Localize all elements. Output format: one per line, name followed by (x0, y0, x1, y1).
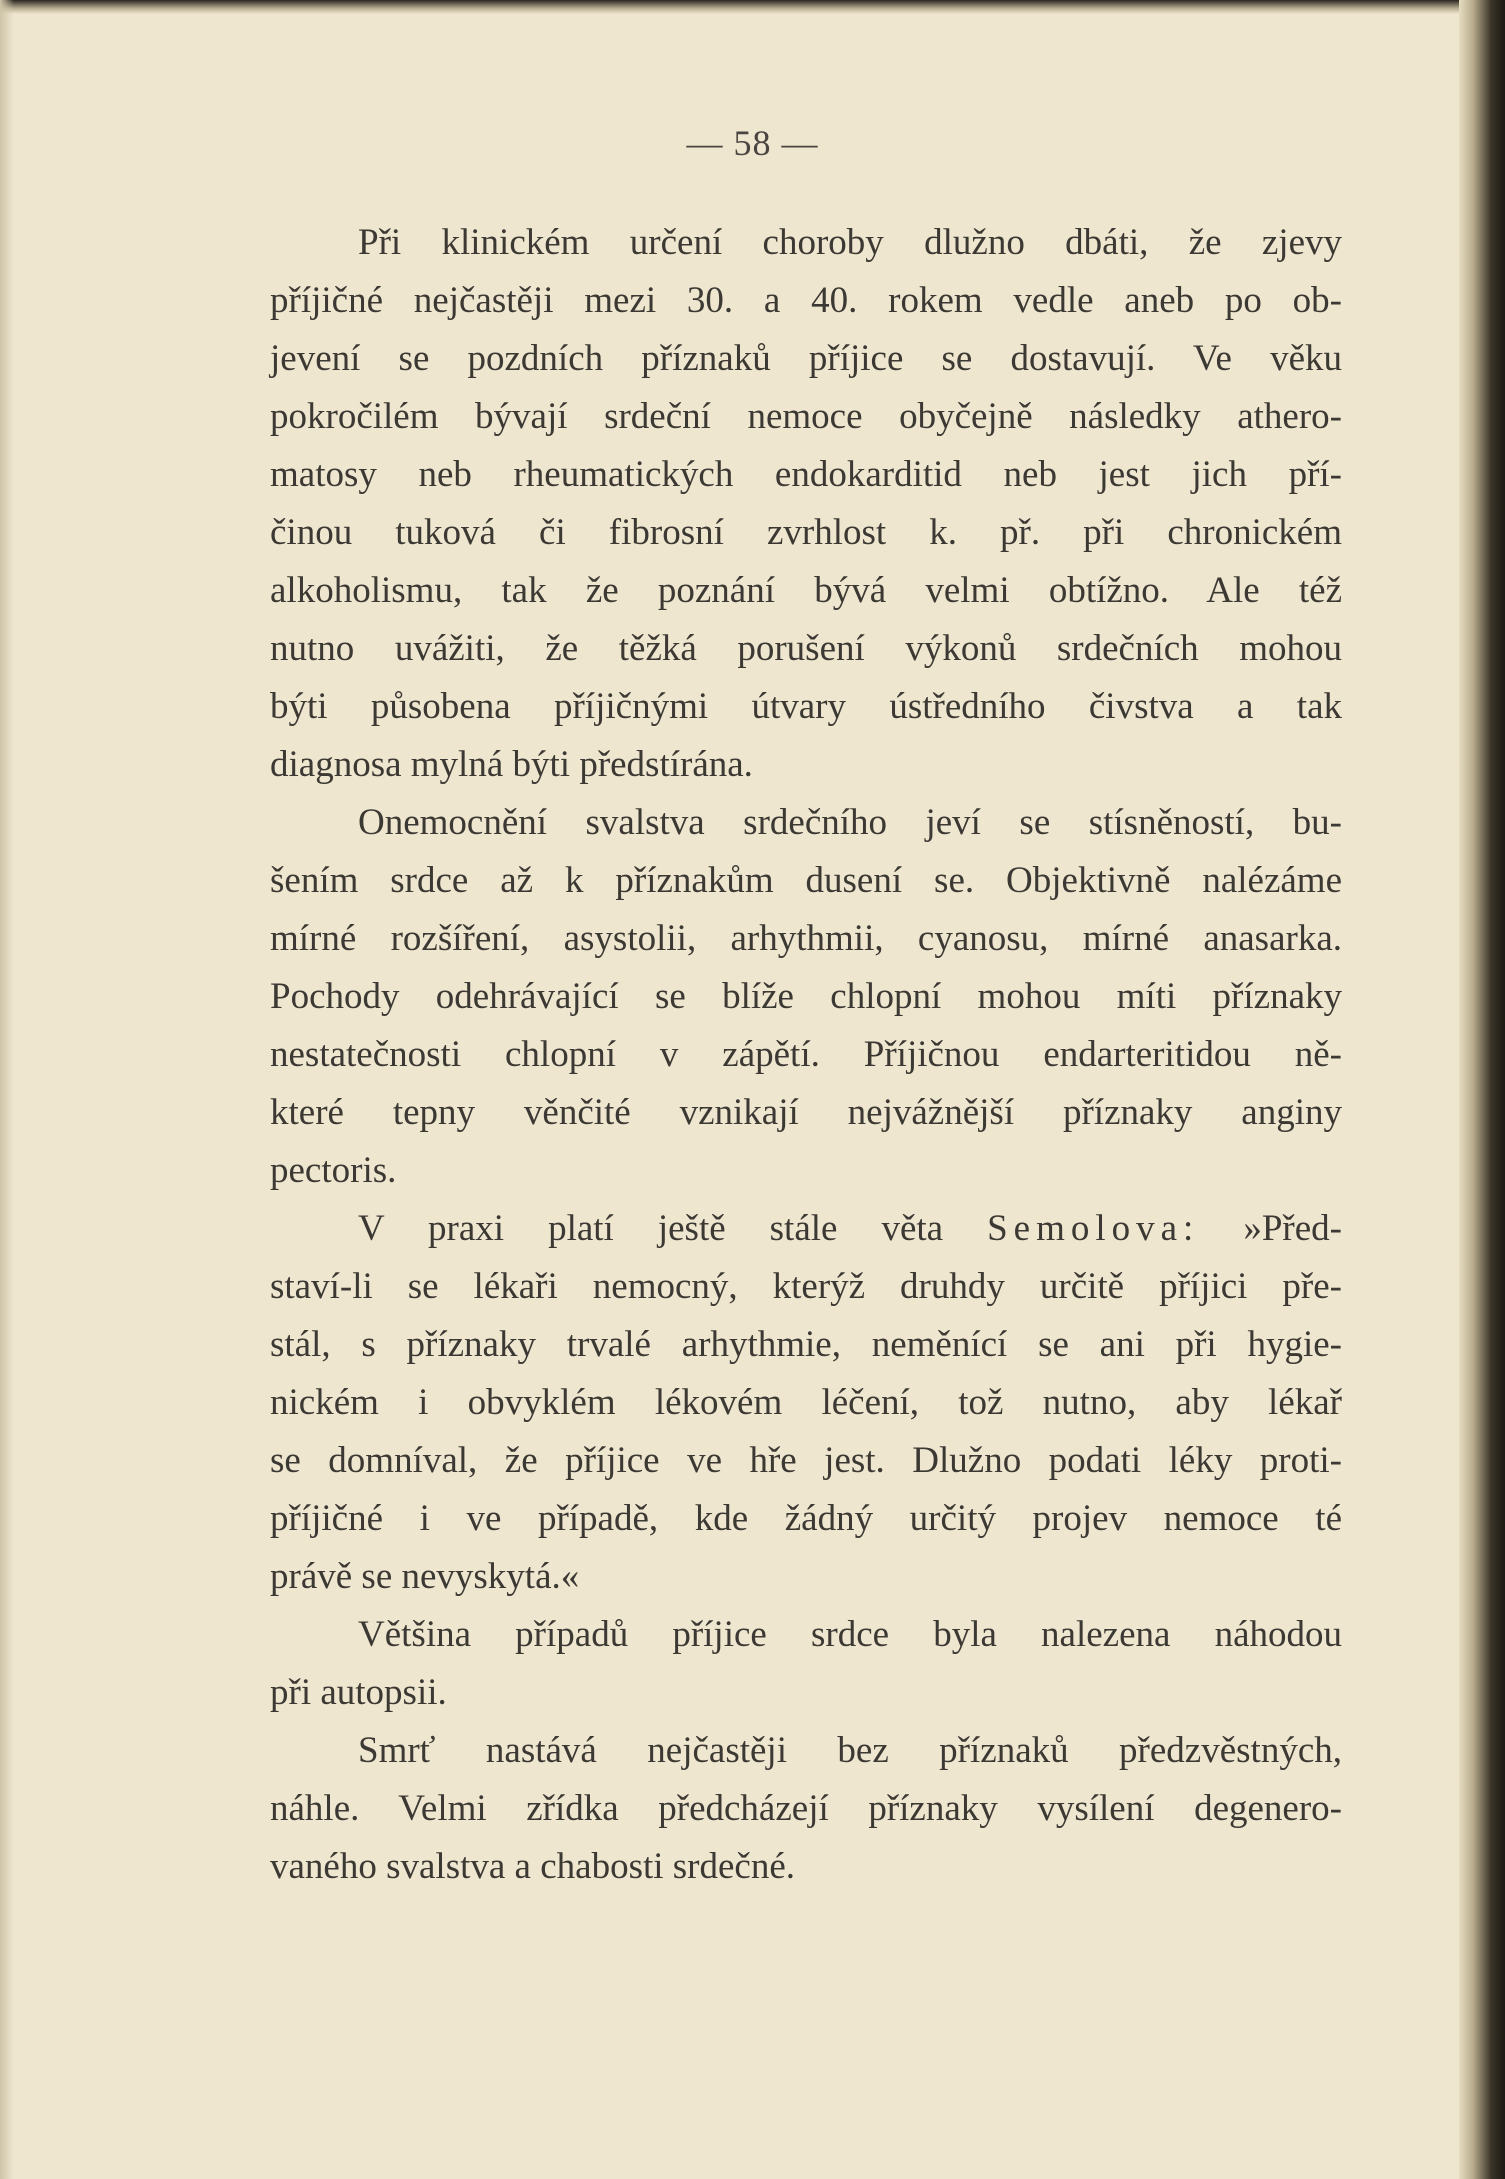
text-line: právě se nevyskytá.« (270, 1556, 580, 1597)
text-line (270, 1200, 1342, 1258)
text-line: alkoholismu, tak že poznání bývá velmi obtížno. Ale též (270, 570, 1342, 611)
text-line: Smrť nastává nejčastěji bez příznaků předzvěstných, (358, 1730, 1342, 1771)
text-line: býti působena příjičnými útvary ústředního čivstva a tak (270, 686, 1342, 727)
text-line: vaného svalstva a chabosti srdečné. (270, 1846, 796, 1887)
paragraph-2 (270, 794, 1342, 1200)
text-line: pokročilém bývají srdeční nemoce obyčejně následky athero- (270, 396, 1342, 437)
text-line: diagnosa mylná býti předstírána. (270, 744, 753, 785)
text-line: Většina případů příjice srdce byla nalezena náhodou (358, 1614, 1342, 1655)
body-text (270, 214, 1342, 1896)
text-line: pectoris. (270, 1150, 397, 1191)
text-line: šením srdce až k příznakům dusení se. Objektivně nalézáme (270, 860, 1342, 901)
text-line: se domníval, že příjice ve hře jest. Dlužno podati léky proti- (270, 1440, 1342, 1481)
page-left-edge (0, 0, 14, 2179)
author-name-semola: Semolova: (987, 1208, 1200, 1249)
text-line: činou tuková či fibrosní zvrhlost k. př. při chronickém (270, 512, 1342, 553)
page-top-shadow (0, 0, 1505, 14)
text-line: Při klinickém určení choroby dlužno dbáti, že zjevy (358, 222, 1342, 263)
text-line: Pochody odehrávající se blíže chlopní mohou míti příznaky (270, 976, 1342, 1017)
text-line: Onemocnění svalstva srdečního jeví se stísněností, bu- (358, 802, 1342, 843)
line-text: V praxi platí ještě stále věta (358, 1208, 944, 1249)
text-line: při autopsii. (270, 1672, 447, 1713)
text-line: nickém i obvyklém lékovém léčení, tož nutno, aby lékař (270, 1382, 1342, 1423)
paragraph-5 (270, 1722, 1342, 1896)
text-line: nestatečnosti chlopní v zápětí. Příjičnou endarteritidou ně- (270, 1034, 1342, 1075)
text-line: příjičné nejčastěji mezi 30. a 40. rokem vedle aneb po ob- (270, 280, 1342, 321)
text-line: staví-li se lékaři nemocný, kterýž druhdy určitě příjici pře- (270, 1266, 1342, 1307)
text-line: příjičné i ve případě, kde žádný určitý projev nemoce té (270, 1498, 1342, 1539)
page-number: — 58 — (686, 123, 819, 163)
text-line: stál, s příznaky trvalé arhythmie, neměnící se ani při hygie- (270, 1324, 1342, 1365)
text-line: jevení se pozdních příznaků příjice se dostavují. Ve věku (270, 338, 1342, 379)
line-text: »Před- (1243, 1208, 1342, 1249)
text-line: nutno uvážiti, že těžká porušení výkonů srdečních mohou (270, 628, 1342, 669)
text-line: matosy neb rheumatických endokarditid neb jest jich pří- (270, 454, 1342, 495)
text-line: mírné rozšíření, asystolii, arhythmii, cyanosu, mírné anasarka. (270, 918, 1342, 959)
paragraph-3 (270, 1200, 1342, 1606)
paragraph-1 (270, 214, 1342, 794)
text-line: náhle. Velmi zřídka předcházejí příznaky vysílení degenero- (270, 1788, 1342, 1829)
paragraph-4 (270, 1606, 1342, 1722)
text-line: které tepny věnčité vznikají nejvážnější příznaky anginy (270, 1092, 1342, 1133)
book-spine-shadow (1459, 0, 1505, 2179)
